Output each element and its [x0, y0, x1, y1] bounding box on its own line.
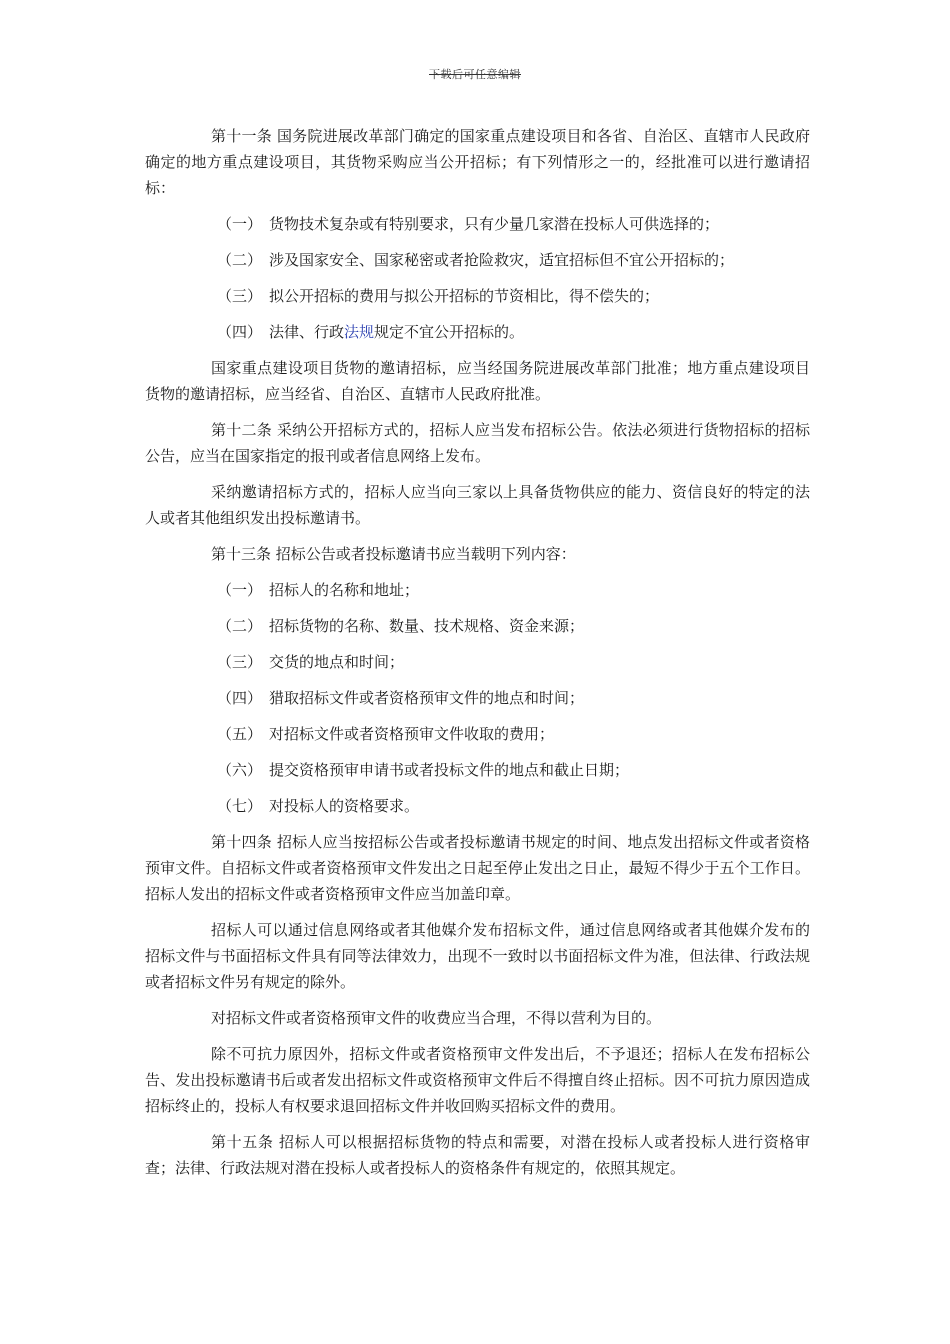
list-item	[145, 577, 810, 603]
item-number: （一）	[217, 581, 263, 599]
document-body	[145, 123, 810, 1191]
item-text: 提交资格预审申请书或者投标文件的地点和截止日期；	[269, 761, 630, 779]
header-text: 下载后可任意编辑	[429, 68, 521, 81]
article-14-paragraph-3: 对招标文件或者资格预审文件的收费应当合理，不得以营利为目的。	[211, 1009, 662, 1027]
list-item	[145, 685, 810, 711]
article-13: 第十三条 招标公告或者投标邀请书应当载明下列内容：	[211, 545, 576, 563]
list-item	[145, 793, 810, 819]
item-text: 招标货物的名称、数量、技术规格、资金来源；	[269, 617, 585, 635]
list-item	[145, 721, 810, 747]
list-item	[145, 757, 810, 783]
item-number: （六）	[217, 761, 263, 779]
item-number: （七）	[217, 797, 263, 815]
list-item	[145, 613, 810, 639]
item-text-post: 规定不宜公开招标的。	[374, 323, 525, 341]
article-12: 第十二条 采纳公开招标方式的，招标人应当发布招标公告。依法必须进行货物招标的招标公告，应当在国家指定的报刊或者信息网络上发布。	[145, 421, 810, 465]
article-11: 第十一条 国务院进展改革部门确定的国家重点建设项目和各省、自治区、直辖市人民政府确定的地方重点建设项目，其货物采购应当公开招标；有下列情形之一的，经批准可以进行邀请招标：	[145, 127, 810, 197]
item-number: （四）	[217, 689, 263, 707]
item-number: （三）	[217, 653, 263, 671]
list-item	[145, 247, 810, 273]
item-text-pre: 法律、行政	[269, 323, 345, 341]
item-text: 猎取招标文件或者资格预审文件的地点和时间；	[269, 689, 585, 707]
item-number: （四）	[217, 323, 263, 341]
article-12-paragraph-2: 采纳邀请招标方式的，招标人应当向三家以上具备货物供应的能力、资信良好的特定的法人或者其他组织发出投标邀请书。	[145, 483, 810, 527]
list-item	[145, 283, 810, 309]
article-14-paragraph-2: 招标人可以通过信息网络或者其他媒介发布招标文件，通过信息网络或者其他媒介发布的招标文件与书面招标文件具有同等法律效力，出现不一致时以书面招标文件为准，但法律、行政法规或者招标文件另有规定的除外。	[145, 921, 810, 991]
item-number: （二）	[217, 251, 263, 269]
article-14: 第十四条 招标人应当按招标公告或者投标邀请书规定的时间、地点发出招标文件或者资格预审文件。自招标文件或者资格预审文件发出之日起至停止发出之日止，最短不得少于五个工作日。招标人发出的招标文件或者资格预审文件应当加盖印章。	[145, 833, 810, 903]
item-number: （三）	[217, 287, 263, 305]
article-11-paragraph-2: 国家重点建设项目货物的邀请招标，应当经国务院进展改革部门批准；地方重点建设项目货物的邀请招标，应当经省、自治区、直辖市人民政府批准。	[145, 359, 810, 403]
item-text: 涉及国家安全、国家秘密或者抢险救灾，适宜招标但不宜公开招标的；	[269, 251, 735, 269]
article-14-paragraph-4: 除不可抗力原因外，招标文件或者资格预审文件发出后，不予退还；招标人在发布招标公告、发出投标邀请书后或者发出招标文件或资格预审文件后不得擅自终止招标。因不可抗力原因造成招标终止的，投标人有权要求退回招标文件并收回购买招标文件的费用。	[145, 1045, 810, 1115]
item-number: （二）	[217, 617, 263, 635]
list-item	[145, 319, 810, 345]
item-text: 对投标人的资格要求。	[269, 797, 420, 815]
item-text: 交货的地点和时间；	[269, 653, 405, 671]
regulations-link[interactable]: 法规	[344, 323, 375, 341]
item-text: 招标人的名称和地址；	[269, 581, 420, 599]
item-number: （五）	[217, 725, 263, 743]
item-text: 货物技术复杂或有特别要求，只有少量几家潜在投标人可供选择的；	[269, 215, 720, 233]
item-text: 拟公开招标的费用与拟公开招标的节资相比，得不偿失的；	[269, 287, 660, 305]
list-item	[145, 211, 810, 237]
article-15: 第十五条 招标人可以根据招标货物的特点和需要，对潜在投标人或者投标人进行资格审查；法律、行政法规对潜在投标人或者投标人的资格条件有规定的，依照其规定。	[145, 1133, 810, 1177]
item-number: （一）	[217, 215, 263, 233]
page-header	[0, 66, 950, 82]
item-text: 对招标文件或者资格预审文件收取的费用；	[269, 725, 555, 743]
list-item	[145, 649, 810, 675]
